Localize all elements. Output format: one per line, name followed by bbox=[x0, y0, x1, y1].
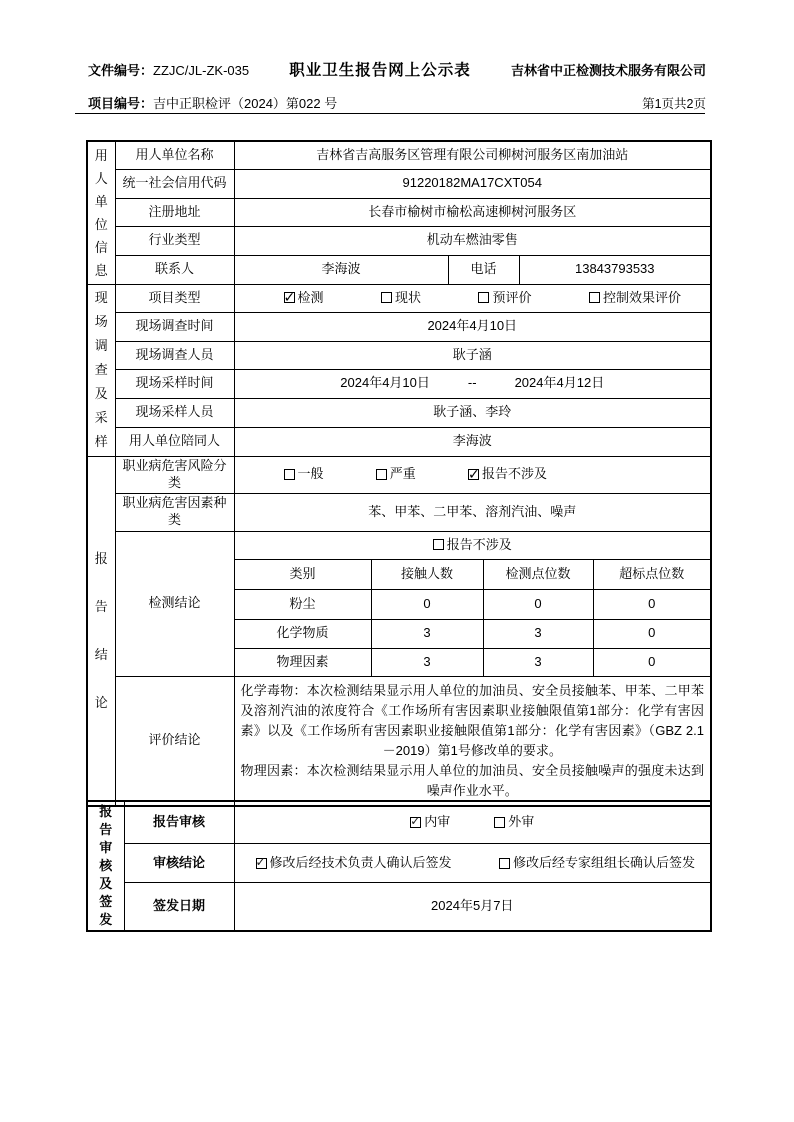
company-name: 吉林省中正检测技术服务有限公司 bbox=[510, 63, 706, 78]
detection-cell: 3 bbox=[483, 648, 593, 676]
hazard-factors-value: 苯、甲苯、二甲苯、溶剂汽油、噪声 bbox=[234, 493, 711, 531]
detection-cell: 0 bbox=[371, 589, 483, 619]
checkbox-unchecked-icon bbox=[494, 817, 505, 828]
header-divider bbox=[75, 113, 705, 114]
row-label-evaluation: 评价结论 bbox=[115, 676, 234, 806]
checkbox-unchecked-icon bbox=[381, 292, 392, 303]
checkbox-label: 现状 bbox=[394, 289, 421, 305]
evaluation-paragraph-chemical: 化学毒物：本次检测结果显示用人单位的加油员、安全员接触苯、甲苯、二甲苯及溶剂汽油的浓度符合《工作场所有害因素职业接触限值第1部分：化学有害因素》以及《工作场所有害因素职业接触限值第1部分：化学有害因素》（GBZ 2.1－2019）第1号修改单的要求。 bbox=[240, 682, 704, 758]
table-row bbox=[87, 284, 711, 312]
row-label-contact: 联系人 bbox=[115, 255, 234, 284]
project-number-label: 项目编号： bbox=[88, 96, 154, 111]
detection-cell: 0 bbox=[593, 648, 711, 676]
section-label-approval: 报告审核及签发 bbox=[99, 804, 113, 927]
page-title: 职业卫生报告网上公示表 bbox=[289, 62, 471, 79]
section-employer-info bbox=[87, 141, 115, 284]
checkbox-checked-icon bbox=[468, 469, 479, 480]
checkbox-label: 修改后经专家组组长确认后签发 bbox=[512, 854, 695, 870]
section-survey bbox=[87, 284, 115, 456]
checkbox-label: 控制效果评价 bbox=[602, 289, 681, 305]
checkbox-option-not-involved[interactable] bbox=[468, 466, 547, 483]
section-approval bbox=[87, 801, 124, 931]
detection-cell: 3 bbox=[483, 619, 593, 648]
table-row bbox=[87, 226, 711, 255]
doc-number bbox=[88, 60, 249, 80]
row-label-credit-code: 统一社会信用代码 bbox=[115, 169, 234, 198]
checkbox-unchecked-icon bbox=[478, 292, 489, 303]
detection-cell: 粉尘 bbox=[234, 589, 371, 619]
industry-value: 机动车燃油零售 bbox=[234, 226, 711, 255]
checkbox-unchecked-icon bbox=[433, 539, 444, 550]
detection-header-points: 检测点位数 bbox=[483, 559, 593, 589]
detection-cell: 0 bbox=[483, 589, 593, 619]
checkbox-option-report-na[interactable] bbox=[433, 537, 512, 554]
doc-number-label: 文件编号： bbox=[88, 63, 154, 78]
survey-staff-value: 耿子涵 bbox=[234, 341, 711, 369]
checkbox-option-severe[interactable] bbox=[376, 466, 416, 483]
checkbox-label: 一般 bbox=[297, 466, 324, 482]
phone-value: 13843793533 bbox=[519, 255, 711, 284]
main-form-table bbox=[86, 140, 712, 807]
table-row bbox=[87, 312, 711, 341]
date-range-separator: -- bbox=[467, 375, 477, 391]
table-row bbox=[87, 369, 711, 398]
address-value: 长春市榆树市榆松高速柳树河服务区 bbox=[234, 198, 711, 226]
detection-header-exceed: 超标点位数 bbox=[593, 559, 711, 589]
approval-table bbox=[86, 800, 712, 932]
sampling-date-range bbox=[234, 369, 711, 398]
evaluation-conclusion-text bbox=[234, 676, 711, 806]
checkbox-option-status-quo[interactable] bbox=[381, 290, 421, 307]
escort-value: 李海波 bbox=[234, 427, 711, 456]
contact-value: 李海波 bbox=[234, 255, 448, 284]
table-row bbox=[87, 341, 711, 369]
table-row bbox=[87, 198, 711, 226]
table-row bbox=[87, 427, 711, 456]
row-label-employer-name: 用人单位名称 bbox=[115, 141, 234, 169]
detection-na-option bbox=[234, 531, 711, 559]
checkbox-label: 内审 bbox=[424, 814, 451, 830]
section-label-conclusion: 报告结论 bbox=[94, 550, 108, 710]
row-label-survey-staff: 现场调查人员 bbox=[115, 341, 234, 369]
sampling-end-date: 2024年4月12日 bbox=[514, 375, 605, 391]
table-row bbox=[87, 169, 711, 198]
table-row bbox=[87, 844, 711, 883]
checkbox-label: 预评价 bbox=[492, 289, 532, 305]
row-label-review-conclusion: 审核结论 bbox=[124, 844, 234, 883]
checkbox-label: 修改后经技术负责人确认后签发 bbox=[269, 854, 452, 870]
table-row bbox=[87, 883, 711, 931]
issue-date-value: 2024年5月7日 bbox=[234, 883, 711, 931]
section-label-employer: 用人单位信息 bbox=[94, 147, 108, 278]
doc-number-value: ZZJC/JL-ZK-035 bbox=[153, 63, 250, 78]
checkbox-label: 报告不涉及 bbox=[481, 466, 547, 482]
checkbox-unchecked-icon bbox=[499, 858, 510, 869]
checkbox-checked-icon bbox=[256, 858, 267, 869]
checkbox-label: 检测 bbox=[297, 289, 324, 305]
detection-cell: 0 bbox=[593, 619, 711, 648]
table-row bbox=[87, 676, 711, 806]
detection-cell: 0 bbox=[593, 589, 711, 619]
table-row bbox=[87, 493, 711, 531]
row-label-industry: 行业类型 bbox=[115, 226, 234, 255]
credit-code-value: 91220182MA17CXT054 bbox=[234, 169, 711, 198]
section-label-survey: 现场调查及采样 bbox=[94, 290, 108, 449]
project-number-value: 吉中正职检评（2024）第022 号 bbox=[153, 96, 338, 111]
row-label-risk-class: 职业病危害风险分类 bbox=[115, 456, 234, 493]
survey-date-value: 2024年4月10日 bbox=[234, 312, 711, 341]
review-conclusion-options bbox=[234, 844, 711, 883]
row-label-hazard-factors: 职业病危害因素种类 bbox=[115, 493, 234, 531]
table-row bbox=[87, 141, 711, 169]
project-type-options bbox=[234, 284, 711, 312]
table-row bbox=[87, 531, 711, 559]
row-label-escort: 用人单位陪同人 bbox=[115, 427, 234, 456]
checkbox-option-detection[interactable] bbox=[284, 290, 324, 307]
project-number bbox=[88, 93, 337, 113]
report-review-options bbox=[234, 801, 711, 844]
row-label-address: 注册地址 bbox=[115, 198, 234, 226]
checkbox-option-tech-lead-confirm[interactable] bbox=[256, 855, 452, 872]
page-indicator: 第1页共2页 bbox=[642, 97, 706, 111]
evaluation-paragraph-physical: 物理因素：本次检测结果显示用人单位的加油员、安全员接触噪声的强度未达到噪声作业水平。 bbox=[240, 762, 704, 798]
page-header bbox=[88, 58, 706, 113]
risk-class-options bbox=[234, 456, 711, 493]
detection-cell: 化学物质 bbox=[234, 619, 371, 648]
checkbox-checked-icon bbox=[284, 292, 295, 303]
checkbox-label: 外审 bbox=[508, 814, 535, 830]
table-row bbox=[87, 801, 711, 844]
employer-name-value: 吉林省吉高服务区管理有限公司柳树河服务区南加油站 bbox=[234, 141, 711, 169]
sampling-start-date: 2024年4月10日 bbox=[340, 375, 430, 391]
checkbox-option-general[interactable] bbox=[284, 466, 324, 483]
detection-cell: 物理因素 bbox=[234, 648, 371, 676]
detection-cell: 3 bbox=[371, 619, 483, 648]
detection-header-exposed: 接触人数 bbox=[371, 559, 483, 589]
checkbox-label: 报告不涉及 bbox=[446, 536, 512, 552]
detection-header-category: 类别 bbox=[234, 559, 371, 589]
checkbox-label: 严重 bbox=[389, 466, 416, 482]
row-label-issue-date: 签发日期 bbox=[124, 883, 234, 931]
row-label-sampling-staff: 现场采样人员 bbox=[115, 398, 234, 427]
row-label-detection-conclusion: 检测结论 bbox=[115, 531, 234, 676]
checkbox-checked-icon bbox=[410, 817, 421, 828]
checkbox-unchecked-icon bbox=[589, 292, 600, 303]
row-label-project-type: 项目类型 bbox=[115, 284, 234, 312]
table-row bbox=[87, 398, 711, 427]
checkbox-option-control-effect[interactable] bbox=[589, 290, 681, 307]
row-label-sampling-date: 现场采样时间 bbox=[115, 369, 234, 398]
checkbox-unchecked-icon bbox=[284, 469, 295, 480]
sampling-staff-value: 耿子涵、李玲 bbox=[234, 398, 711, 427]
checkbox-unchecked-icon bbox=[376, 469, 387, 480]
table-row bbox=[87, 456, 711, 493]
row-label-report-review: 报告审核 bbox=[124, 801, 234, 844]
row-label-survey-date: 现场调查时间 bbox=[115, 312, 234, 341]
phone-label: 电话 bbox=[448, 255, 519, 284]
checkbox-option-internal-review[interactable] bbox=[410, 814, 450, 831]
checkbox-option-expert-lead-confirm[interactable] bbox=[499, 855, 695, 872]
section-conclusion bbox=[87, 456, 115, 806]
checkbox-option-pre-evaluation[interactable] bbox=[478, 290, 531, 307]
detection-cell: 3 bbox=[371, 648, 483, 676]
checkbox-option-external-review[interactable] bbox=[494, 814, 534, 831]
table-row bbox=[87, 255, 711, 284]
